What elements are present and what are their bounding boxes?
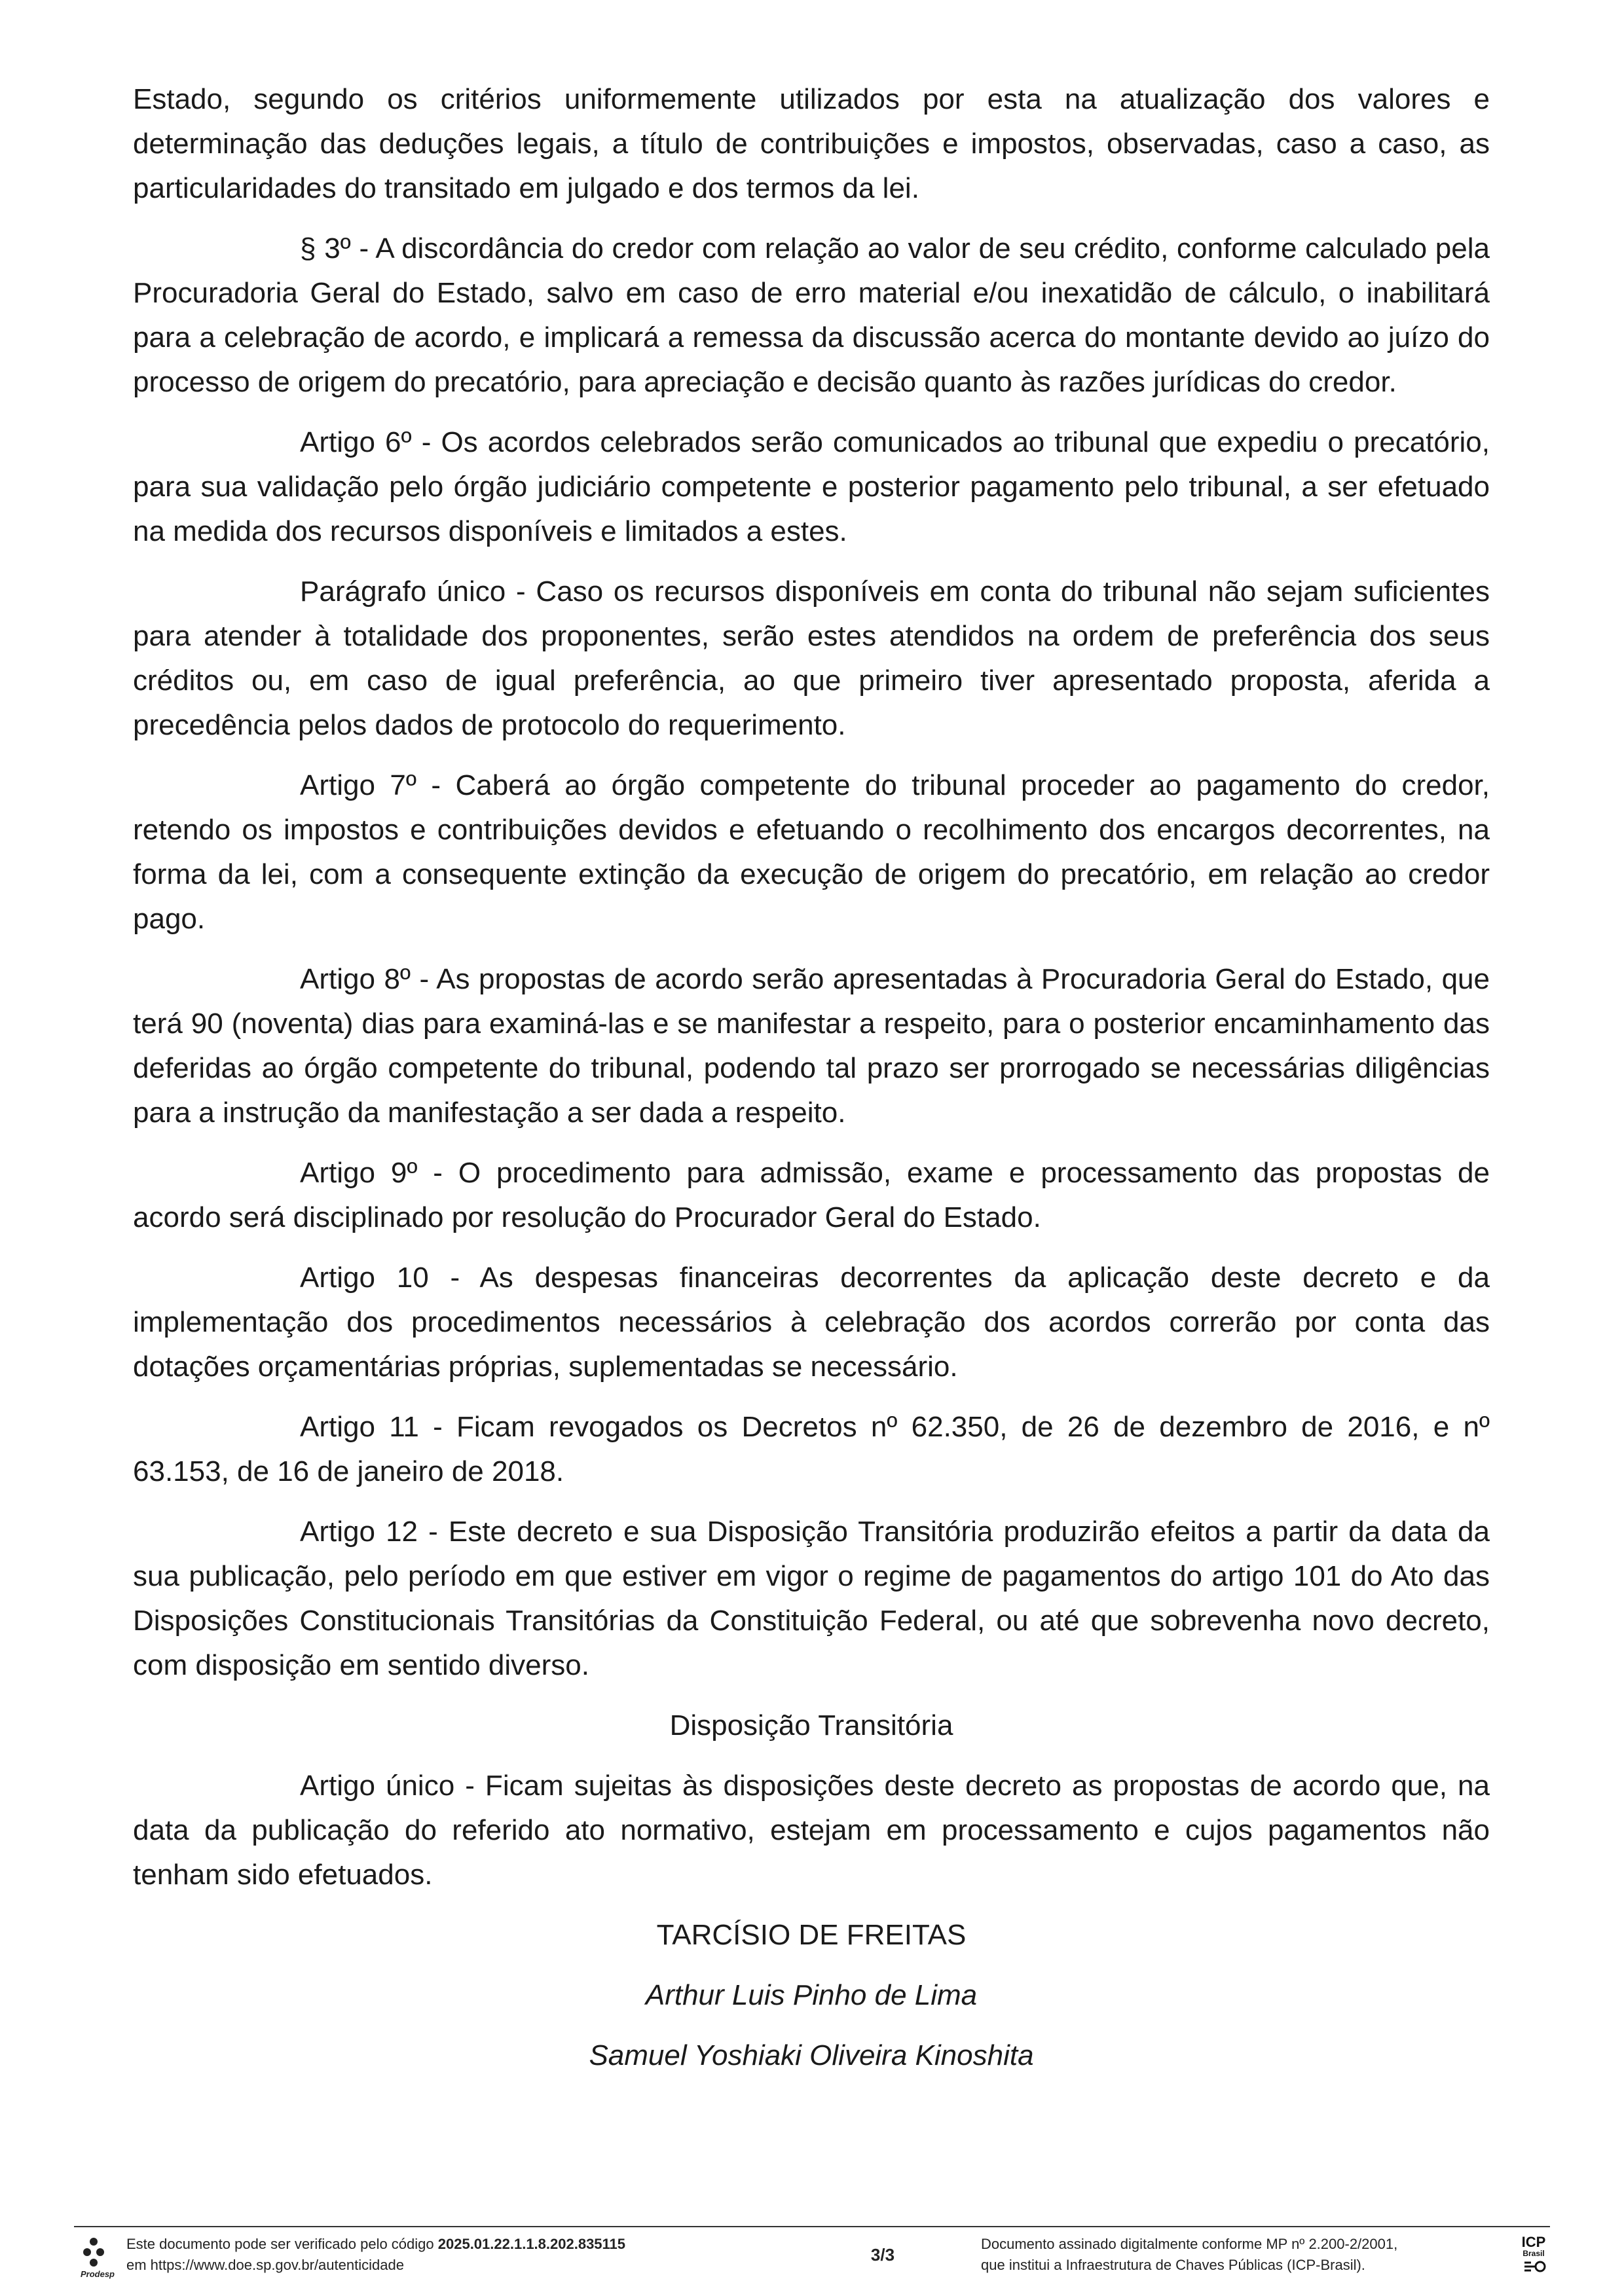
paragraph-article-11: Artigo 11 - Ficam revogados os Decretos nº 62.350, de 26 de dezembro de 2016, e nº 63.153, de 16 de janeiro de 2018. (133, 1411, 1490, 1487)
icp-logo-text-bottom: Brasil (1522, 2249, 1545, 2258)
prodesp-logo-text: Prodesp (80, 2269, 115, 2279)
verification-line (126, 2234, 847, 2255)
verification-prefix: Este documento pode ser verificado pelo código (126, 2236, 438, 2252)
paragraph-section-3: § 3º - A discordância do credor com relação ao valor de seu crédito, conforme calculado pela Procuradoria Geral do Estado, salvo em caso de erro material e/ou inexatidão de cálculo, o inabilitará para a celebração de acordo, e implicará a remessa da discussão acerca do montante devido ao juízo do processo de origem do precatório, para apreciação e decisão quanto às razões jurídicas do credor. (133, 232, 1490, 398)
footer-signature-notice (981, 2234, 1511, 2276)
paragraph-sole-paragraph: Parágrafo único - Caso os recursos disponíveis em conta do tribunal não sejam suficientes para atender à totalidade dos proponentes, serão estes atendidos na ordem de preferência dos seus créditos ou, em caso de igual preferência, ao que primeiro tiver apresentado proposta, aferida a precedência pelos dados de protocolo do requerimento. (133, 575, 1490, 741)
page-footer (74, 2226, 1550, 2286)
transitory-heading: Disposição Transitória (669, 1709, 953, 1741)
icp-brasil-logo-icon (1518, 2232, 1550, 2278)
signature-governor: TARCÍSIO DE FREITAS (656, 1919, 967, 1951)
verification-url[interactable]: em https://www.doe.sp.gov.br/autenticidade (126, 2257, 404, 2273)
paragraph-article-10: Artigo 10 - As despesas financeiras decorrentes da aplicação deste decreto e da implementação dos procedimentos necessários à celebração dos acordos correrão por conta das dotações orçamentárias próprias, suplementadas se necessário. (133, 1262, 1490, 1383)
prodesp-logo-icon (78, 2235, 117, 2281)
document-body (133, 77, 1490, 2094)
paragraph-transitory-article: Artigo único - Ficam sujeitas às disposições deste decreto as propostas de acordo que, na data da publicação do referido ato normativo, estejam em processamento e cujos pagamentos não tenham sido efetuados. (133, 1770, 1490, 1891)
page-number: 3/3 (870, 2245, 895, 2265)
signature-notice-line-2: que institui a Infraestrutura de Chaves Públicas (ICP-Brasil). (981, 2257, 1365, 2273)
paragraph-article-9: Artigo 9º - O procedimento para admissão, exame e processamento das propostas de acordo será disciplinado por resolução do Procurador Geral do Estado. (133, 1157, 1490, 1233)
paragraph-article-8: Artigo 8º - As propostas de acordo serão apresentadas à Procuradoria Geral do Estado, que terá 90 (noventa) dias para examiná-las e se manifestar a respeito, para o posterior encaminhamento das deferidas ao órgão competente do tribunal, podendo tal prazo ser prorrogado se necessárias diligências para a instrução da manifestação a ser dada a respeito. (133, 963, 1490, 1129)
verification-code: 2025.01.22.1.1.8.202.835115 (437, 2236, 626, 2252)
paragraph-article-12: Artigo 12 - Este decreto e sua Disposição Transitória produzirão efeitos a partir da data da sua publicação, pelo período em que estiver em vigor o regime de pagamentos do artigo 101 do Ato das Disposições Constitucionais Transitórias da Constituição Federal, ou até que sobrevenha novo decreto, com disposição em sentido diverso. (133, 1516, 1490, 1681)
icp-logo-text-top: ICP (1521, 2234, 1546, 2250)
signature-notice-line-1: Documento assinado digitalmente conforme MP nº 2.200-2/2001, (981, 2236, 1398, 2252)
paragraph-article-6: Artigo 6º - Os acordos celebrados serão comunicados ao tribunal que expediu o precatório, para sua validação pelo órgão judiciário competente e posterior pagamento pelo tribunal, a ser efetuado na medida dos recursos disponíveis e limitados a estes. (133, 426, 1490, 547)
paragraph-continuation: Estado, segundo os critérios uniformemente utilizados por esta na atualização dos valores e determinação das deduções legais, a título de contribuições e impostos, observadas, caso a caso, as particularidades do transitado em julgado e dos termos da lei. (133, 83, 1490, 204)
signature-signer-2: Samuel Yoshiaki Oliveira Kinoshita (589, 2039, 1034, 2071)
paragraph-article-7: Artigo 7º - Caberá ao órgão competente do tribunal proceder ao pagamento do credor, retendo os impostos e contribuições devidos e efetuando o recolhimento dos encargos decorrentes, na forma da lei, com a consequente extinção da execução de origem do precatório, em relação ao credor pago. (133, 769, 1490, 935)
signature-signer-1: Arthur Luis Pinho de Lima (645, 1979, 978, 2011)
